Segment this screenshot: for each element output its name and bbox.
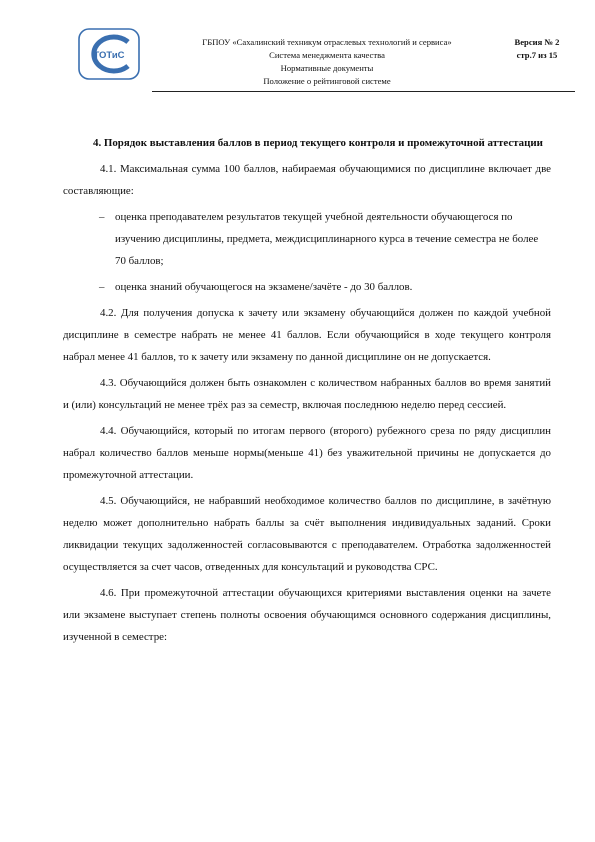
paragraph-4-2: 4.2. Для получения допуска к зачету или экзамену обучающийся должен по каждой учебной дисциплине в семестре набрать не менее 41 баллов. Если обучающийся в ходе текущего контроля набрал менее 41 баллов, то к зачету или экзамену по данной дисциплине он не допускается. bbox=[63, 307, 551, 363]
paragraph-4-1: 4.1. Максимальная сумма 100 баллов, набираемая обучающимися по дисциплине включает две составляющие: bbox=[63, 163, 551, 197]
bullet-marker: – bbox=[99, 211, 105, 223]
header-organization: ГБПОУ «Сахалинский техникум отраслевых технологий и сервиса» bbox=[202, 37, 452, 47]
paragraph-4-6: 4.6. При промежуточной аттестации обучающихся критериями выставления оценки на зачете или экзамене выступает степень полноты освоения обучающимся основного содержания дисциплины, изученной в семестре: bbox=[63, 587, 551, 643]
logo-text: ТОТиС bbox=[93, 50, 125, 61]
paragraph-4-4: 4.4. Обучающийся, который по итогам первого (второго) рубежного среза по ряду дисциплин набрал количество баллов меньше нормы(меньше 41) без уважительной причины не допускается до промежуточной аттестации. bbox=[63, 425, 551, 481]
paragraph-4-3: 4.3. Обучающийся должен быть ознакомлен с количеством набранных баллов во время занятий и (или) консультаций не менее трёх раз за семестр, включая последнюю неделю перед сессией. bbox=[63, 377, 551, 411]
header-title-block bbox=[162, 36, 492, 88]
bullet-marker: – bbox=[99, 281, 105, 293]
header-doc-type: Нормативные документы bbox=[280, 63, 374, 73]
header-doc-title: Положение о рейтинговой системе bbox=[263, 76, 391, 86]
section-title: 4. Порядок выставления баллов в период текущего контроля и промежуточной аттестации bbox=[93, 137, 543, 149]
list-item-text: оценка знаний обучающегося на экзамене/зачёте - до 30 баллов. bbox=[115, 281, 413, 293]
page-number: стр.7 из 15 bbox=[516, 50, 558, 60]
document-header bbox=[70, 24, 575, 94]
paragraph-4-5: 4.5. Обучающийся, не набравший необходимое количество баллов по дисциплине, в зачётную неделю может дополнительно набрать баллы за счёт выполнения индивидуальных заданий. Сроки ликвидации текущих задолженностей согласовываются с преподавателем. Отработка задолженностей осуществляется за счет часов, отведенных для консультаций и руководства СРС. bbox=[63, 495, 551, 573]
version-label: Версия № 2 bbox=[514, 37, 560, 47]
document-body bbox=[63, 132, 551, 652]
header-system: Система менеджмента качества bbox=[269, 50, 385, 60]
list-item bbox=[63, 276, 551, 298]
header-meta bbox=[502, 36, 572, 62]
list-item bbox=[63, 206, 551, 272]
header-divider bbox=[152, 91, 575, 92]
college-logo bbox=[78, 28, 140, 80]
list-item-text: оценка преподавателем результатов текущей учебной деятельности обучающегося по изучению дисциплины, предмета, междисциплинарного курса в течение семестра не более 70 баллов; bbox=[115, 211, 539, 267]
